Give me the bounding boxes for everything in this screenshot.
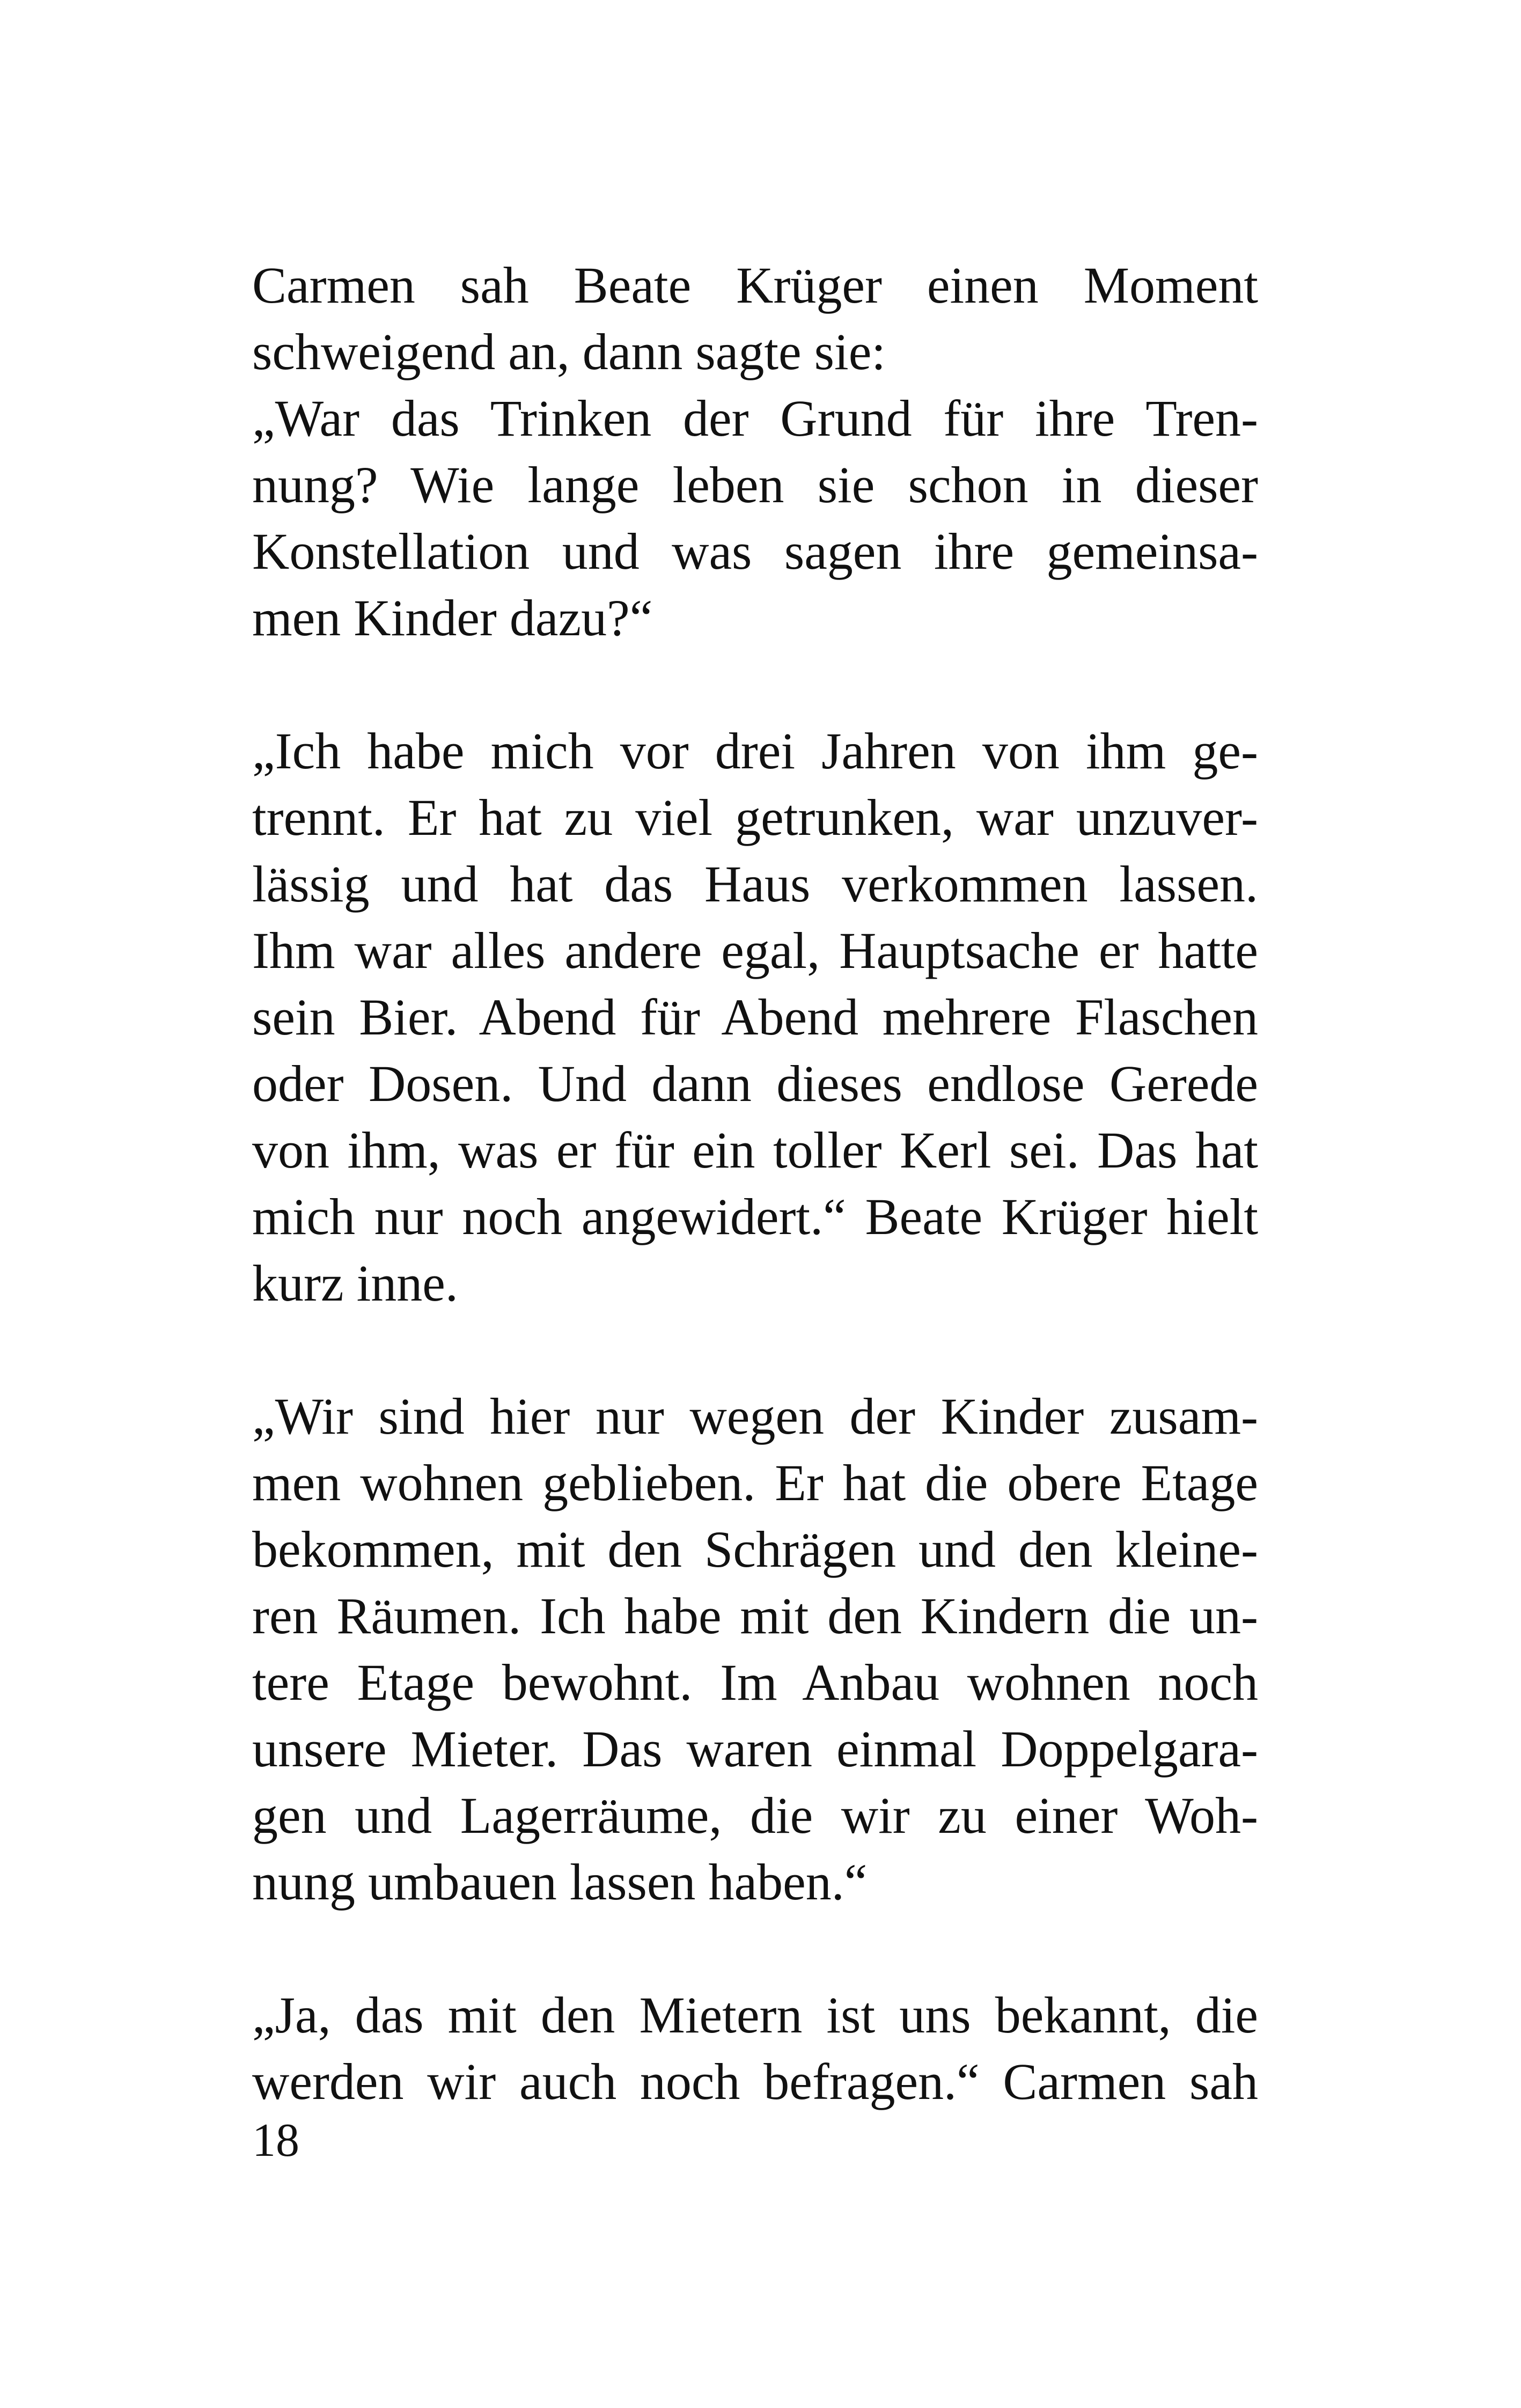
text-line: „Ich habe mich vor drei Jahren von ihm ge-	[252, 722, 1258, 780]
text-line: nung umbauen lassen haben.“	[252, 1853, 868, 1911]
text-line: lässig und hat das Haus verkommen lassen.	[252, 855, 1258, 913]
paragraph	[252, 252, 1258, 385]
paragraph	[252, 385, 1258, 651]
text-line: trennt. Er hat zu viel getrunken, war unzuver-	[252, 789, 1258, 846]
paragraph-gap	[252, 1317, 1258, 1383]
text-line: schweigend an, dann sagte sie:	[252, 323, 886, 380]
text-line: von ihm, was er für ein toller Kerl sei. Das hat	[252, 1121, 1258, 1179]
body-text	[252, 252, 1258, 2115]
text-line: men wohnen geblieben. Er hat die obere Etage	[252, 1454, 1258, 1511]
text-line: Ihm war alles andere egal, Hauptsache er hatte	[252, 922, 1258, 979]
text-line: gen und Lagerräume, die wir zu einer Woh-	[252, 1787, 1258, 1844]
page-number: 18	[252, 2115, 299, 2167]
text-line: men Kinder dazu?“	[252, 589, 653, 647]
text-line: sein Bier. Abend für Abend mehrere Flaschen	[252, 988, 1258, 1046]
paragraph	[252, 718, 1258, 1317]
paragraph-gap	[252, 1915, 1258, 1982]
text-line: „Wir sind hier nur wegen der Kinder zusam-	[252, 1387, 1258, 1445]
text-line: „Ja, das mit den Mietern ist uns bekannt, die	[252, 1986, 1258, 2044]
text-line: bekommen, mit den Schrägen und den kleine-	[252, 1521, 1258, 1578]
text-line: unsere Mieter. Das waren einmal Doppelgara-	[252, 1720, 1258, 1778]
text-line: oder Dosen. Und dann dieses endlose Gerede	[252, 1055, 1258, 1112]
text-line: Konstellation und was sagen ihre gemeinsa-	[252, 523, 1258, 580]
text-line: Carmen sah Beate Krüger einen Moment	[252, 256, 1258, 314]
text-line: tere Etage bewohnt. Im Anbau wohnen noch	[252, 1654, 1258, 1711]
text-line: mich nur noch angewidert.“ Beate Krüger hielt	[252, 1188, 1258, 1245]
text-line: werden wir auch noch befragen.“ Carmen sah	[252, 2053, 1258, 2110]
paragraph	[252, 1982, 1258, 2115]
text-line: nung? Wie lange leben sie schon in dieser	[252, 456, 1258, 513]
paragraph	[252, 1383, 1258, 1915]
text-line: ren Räumen. Ich habe mit den Kindern die un-	[252, 1587, 1258, 1645]
text-line: „War das Trinken der Grund für ihre Tren-	[252, 390, 1258, 447]
text-line: kurz inne.	[252, 1254, 458, 1312]
paragraph-gap	[252, 651, 1258, 718]
